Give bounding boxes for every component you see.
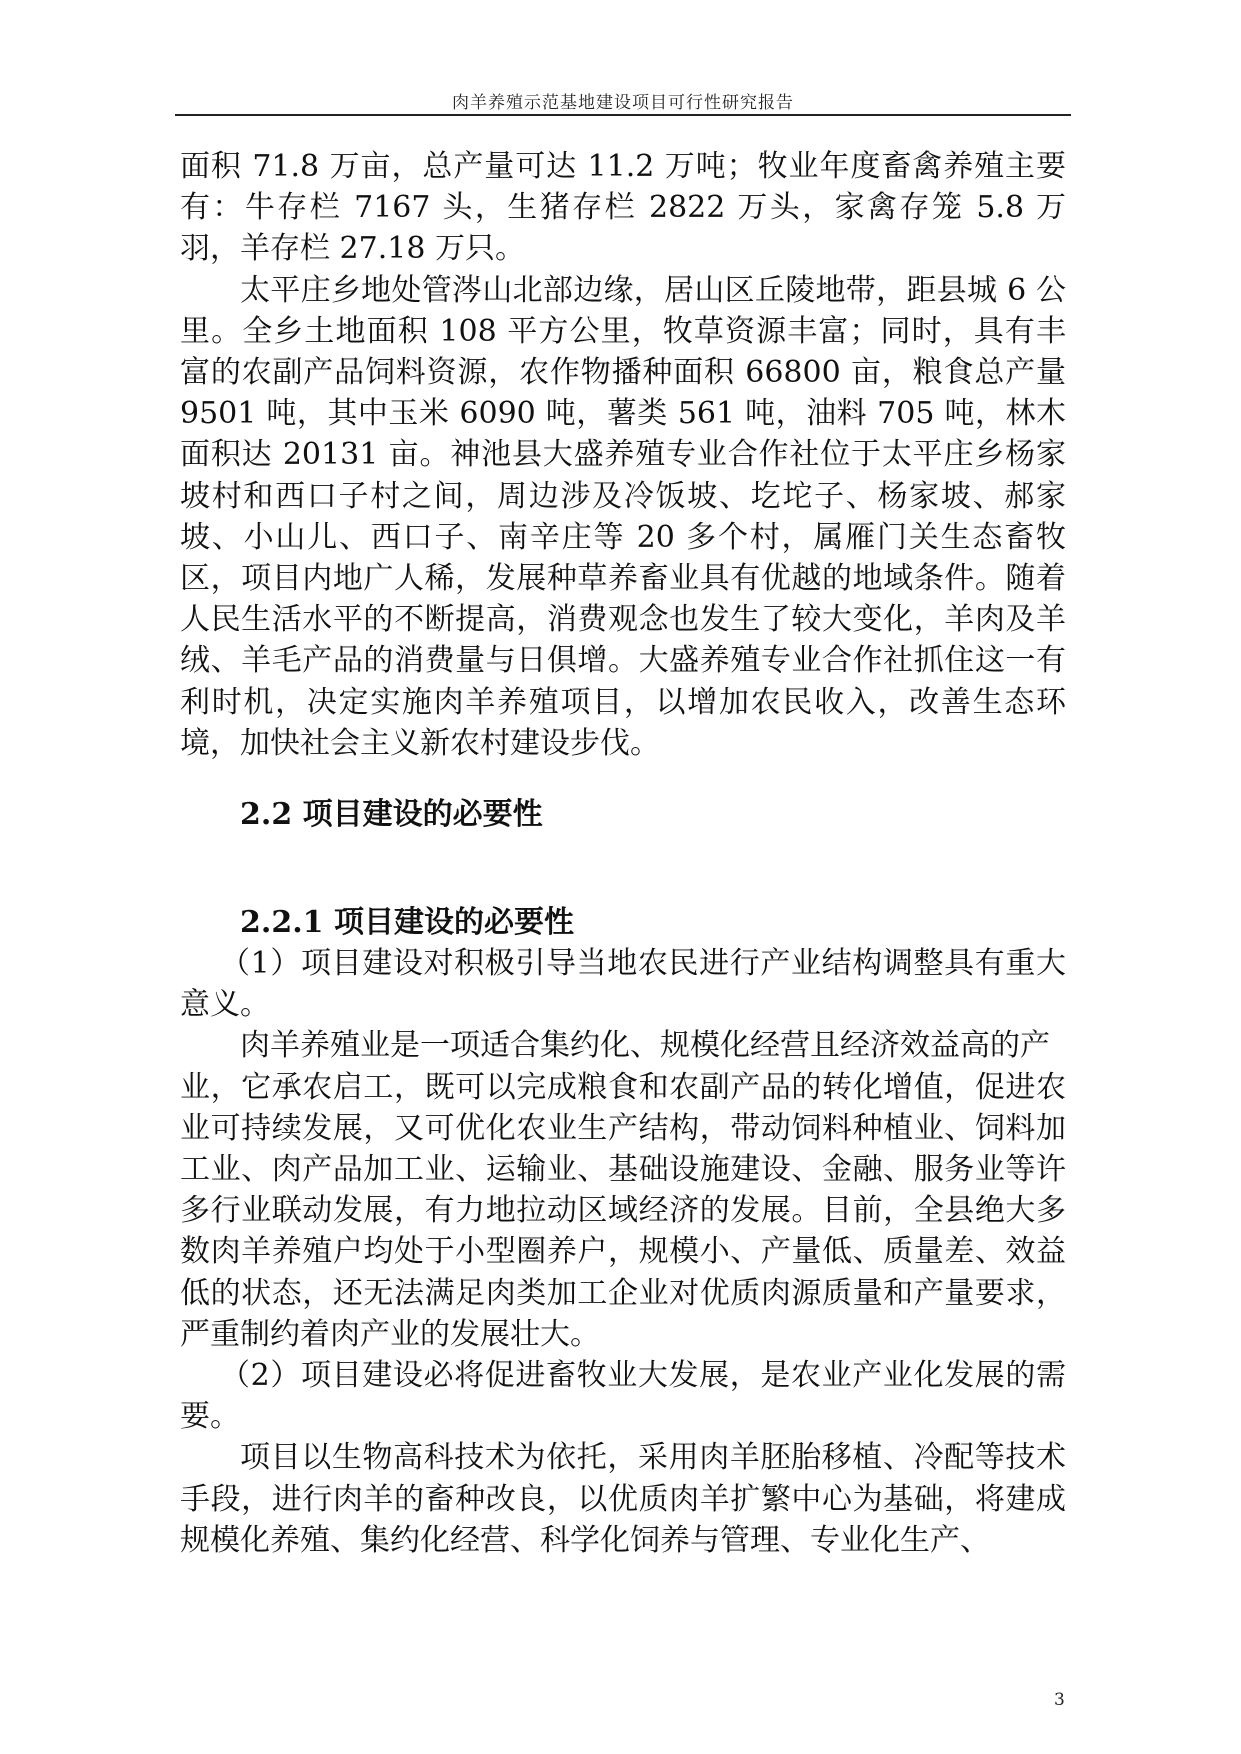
paragraph-livestock-stats: 面积 71.8 万亩，总产量可达 11.2 万吨；牧业年度畜禽养殖主要有：牛存栏 7167 头，生猪存栏 2822 万头，家禽存笼 5.8 万羽，羊存栏 27.18 万只。 bbox=[180, 149, 1066, 267]
page-number: 3 bbox=[1054, 1690, 1065, 1710]
paragraph-sheep-industry-b: 业，它承农启工，既可以完成粮食和农副产品的转化增值，促进农业可持续发展，又可优化农业生产结构，带动饲料种植业、饲料加工业、肉产品加工业、运输业、基础设施建设、金融、服务业等许多行业联动发展，有力地拉动区域经济的发展。目前，全县绝大多数肉羊养殖户均处于小型圈养户，规模小、产量低、质量差、效益低的状态，还无法满足肉类加工企业对优质肉源质量和产量要求，严重制约着肉产业的发展壮大。 bbox=[180, 1069, 1066, 1352]
paragraph-sheep-industry-a: 肉羊养殖业是一项适合集约化、规模化经营且经济效益高的产 bbox=[240, 1028, 1050, 1064]
running-header: 肉羊养殖示范基地建设项目可行性研究报告 bbox=[452, 93, 794, 113]
section-heading-2-2: 2.2 项目建设的必要性 bbox=[240, 797, 543, 833]
paragraph-point-2: （2）项目建设必将促进畜牧业大发展，是农业产业化发展的需要。 bbox=[180, 1358, 1066, 1435]
page-body bbox=[180, 146, 1066, 1561]
paragraph-taipingzhuang: 太平庄乡地处管涔山北部边缘，居山区丘陵地带，距县城 6 公里。全乡土地面积 108 平方公里，牧草资源丰富；同时，具有丰富的农副产品饲料资源，农作物播种面积 66800 亩，粮食总产量 9501 吨，其中玉米 6090 吨，薯类 561 吨，油料 705 吨，林木面积达 20131 亩。神池县大盛养殖专业合作社位于太平庄乡杨家坡村和西口子村之间，周边涉及冷饭坡、圪坨子、杨家坡、郝家坡、小山儿、西口子、南辛庄等 20 多个村，属雁门关生态畜牧区，项目内地广人稀，发展种草养畜业具有优越的地域条件。随着人民生活水平的不断提高，消费观念也发生了较大变化，羊肉及羊绒、羊毛产品的消费量与日俱增。大盛养殖专业合作社抓住这一有利时机，决定实施肉羊养殖项目，以增加农民收入，改善生态环境，加快社会主义新农村建设步伐。 bbox=[180, 272, 1066, 761]
paragraph-point-1: （1）项目建设对积极引导当地农民进行产业结构调整具有重大意义。 bbox=[180, 946, 1066, 1023]
paragraph-biotech: 项目以生物高科技术为依托，采用肉羊胚胎移植、冷配等技术手段，进行肉羊的畜种改良，以优质肉羊扩繁中心为基础，将建成规模化养殖、集约化经营、科学化饲养与管理、专业化生产、 bbox=[180, 1440, 1066, 1558]
section-heading-2-2-1: 2.2.1 项目建设的必要性 bbox=[240, 905, 574, 941]
header-rule bbox=[175, 114, 1071, 116]
